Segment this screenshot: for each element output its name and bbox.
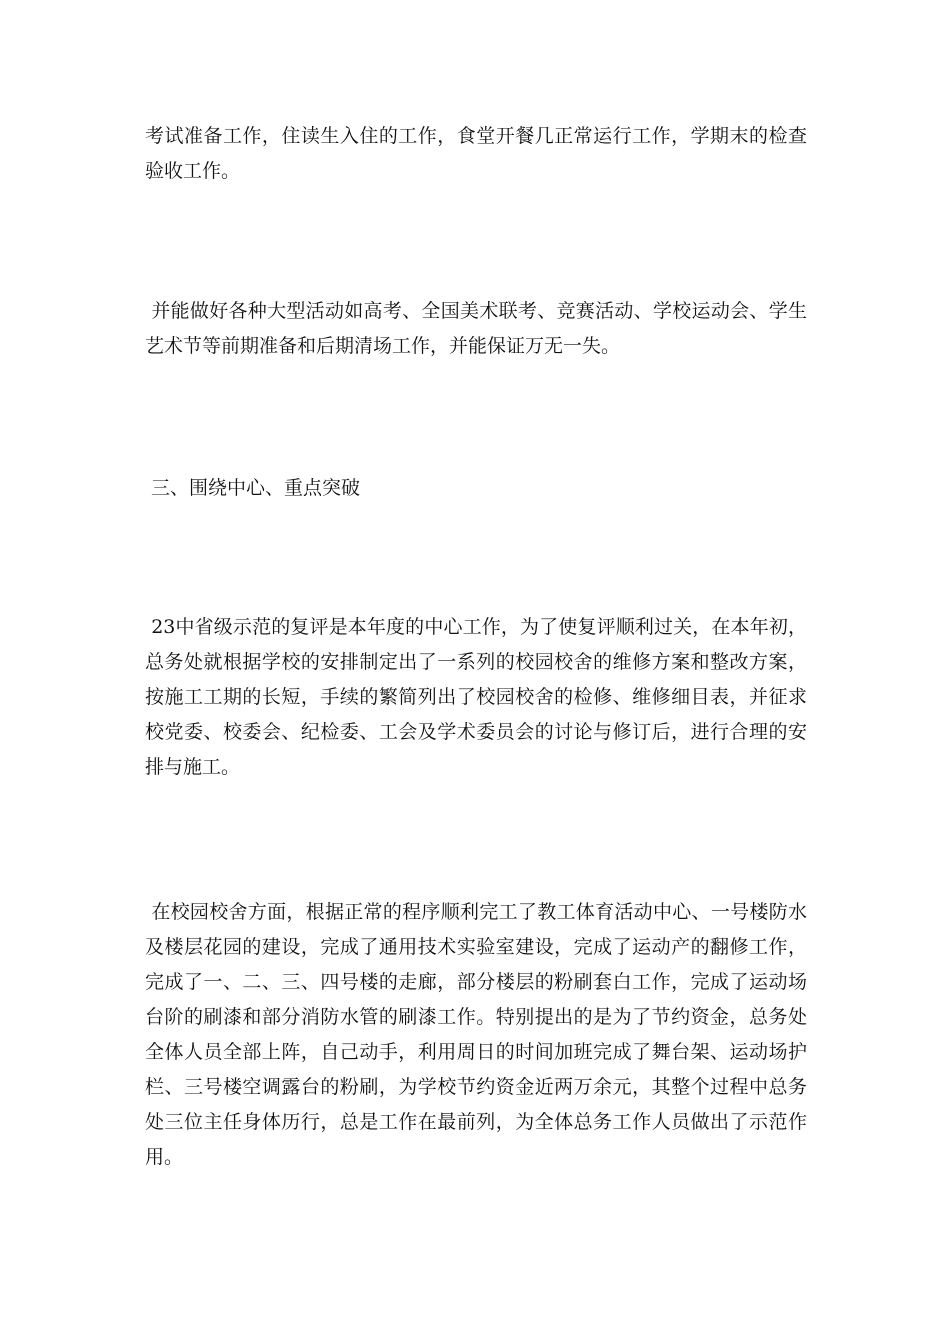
section-heading: 三、围绕中心、重点突破 bbox=[145, 477, 361, 499]
paragraph-exam-preparation: 考试准备工作，住读生入住的工作，食堂开餐几正常运行工作，学期末的检查验收工作。 bbox=[145, 125, 807, 182]
paragraph-major-activities: 并能做好各种大型活动如高考、全国美术联考、竞赛活动、学校运动会、学生艺术节等前期准备和后期清场工作，并能保证万无一失。 bbox=[145, 300, 807, 357]
paragraph-provincial-review: 23中省级示范的复评是本年度的中心工作，为了使复评顺利过关，在本年初，总务处就根据学校的安排制定出了一系列的校园校舍的维修方案和整改方案，按施工工期的长短，手续的繁简列出了校园校舍的检修、维修细目表，并征求校党委、校委会、纪检委、工会及学术委员会的讨论与修订后，进行合理的安排与施工。 bbox=[145, 616, 807, 778]
paragraph-campus-buildings: 在校园校舍方面，根据正常的程序顺利完工了教工体育活动中心、一号楼防水及楼层花园的建设，完成了通用技术实验室建设，完成了运动产的翻修工作，完成了一、二、三、四号楼的走廊，部分楼层的粉刷套白工作，完成了运动场台阶的刷漆和部分消防水管的刷漆工作。特别提出的是为了节约资金，总务处全体人员全部上阵，自己动手，利用周日的时间加班完成了舞台架、运动场护栏、三号楼空调露台的粉刷，为学校节约资金近两万余元，其整个过程中总务处三位主任身体历行，总是工作在最前列，为全体总务工作人员做出了示范作用。 bbox=[145, 901, 807, 1168]
